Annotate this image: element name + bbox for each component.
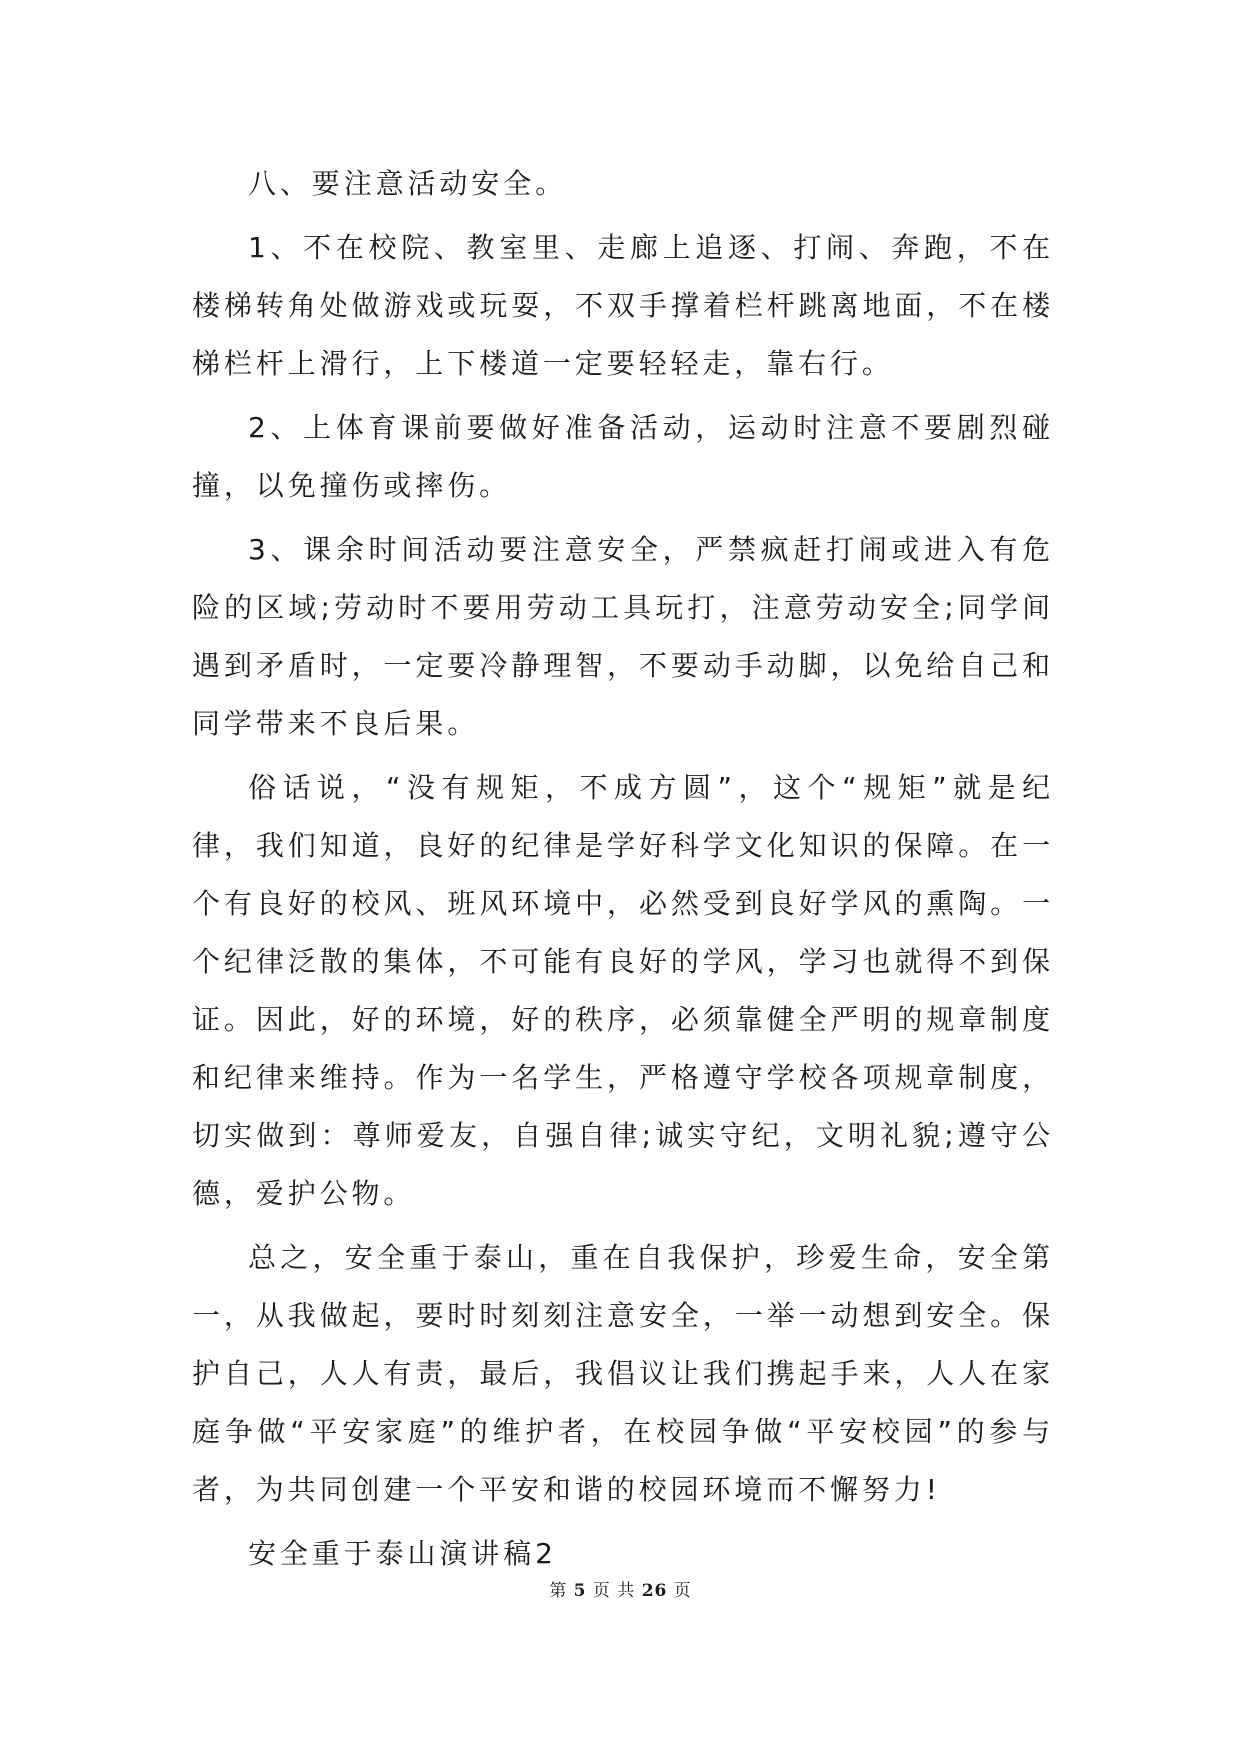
document-body [192,155,1054,1589]
footer-suffix: 页 [673,1581,692,1601]
section-heading: 八、要注意活动安全。 [248,167,568,200]
paragraph-item-3: 3、课余时间活动要注意安全，严禁疯赶打闹或进入有危险的区域;劳动时不要用劳动工具玩打，注意劳动安全;同学间遇到矛盾时，一定要冷静理智，不要动手动脚，以免给自己和同学带来不良后果。 [192,533,1054,740]
page-footer [0,1576,1241,1601]
paragraph-discipline: 俗话说，“没有规矩，不成方圆”，这个“规矩”就是纪律，我们知道，良好的纪律是学好科学文化知识的保障。在一个有良好的校风、班风环境中，必然受到良好学风的熏陶。一个纪律泛散的集体，不可能有良好的学风，学习也就得不到保证。因此，好的环境，好的秩序，必须靠健全严明的规章制度和纪律来维持。作为一名学生，严格遵守学校各项规章制度，切实做到：尊师爱友，自强自律;诚实守纪，文明礼貌;遵守公德，爱护公物。 [192,771,1054,1210]
footer-middle: 页 共 [592,1581,636,1601]
paragraph-conclusion: 总之，安全重于泰山，重在自我保护，珍爱生命，安全第一，从我做起，要时时刻刻注意安全，一举一动想到安全。保护自己，人人有责，最后，我倡议让我们携起手来，人人在家庭争做“平安家庭”的维护者，在校园争做“平安校园”的参与者，为共同创建一个平安和谐的校园环境而不懈努力! [192,1241,1054,1506]
footer-prefix: 第 [549,1581,568,1601]
paragraph-item-2: 2、上体育课前要做好准备活动，运动时注意不要剧烈碰撞，以免撞伤或摔伤。 [192,411,1054,502]
footer-page-number: 5 [573,1581,587,1601]
footer-total-pages: 26 [641,1581,668,1601]
paragraph-item-1: 1、不在校院、教室里、走廊上追逐、打闹、奔跑，不在楼梯转角处做游戏或玩耍，不双手撑着栏杆跳离地面，不在楼梯栏杆上滑行，上下楼道一定要轻轻走，靠右行。 [192,231,1054,380]
next-speech-title: 安全重于泰山演讲稿2 [248,1537,557,1570]
